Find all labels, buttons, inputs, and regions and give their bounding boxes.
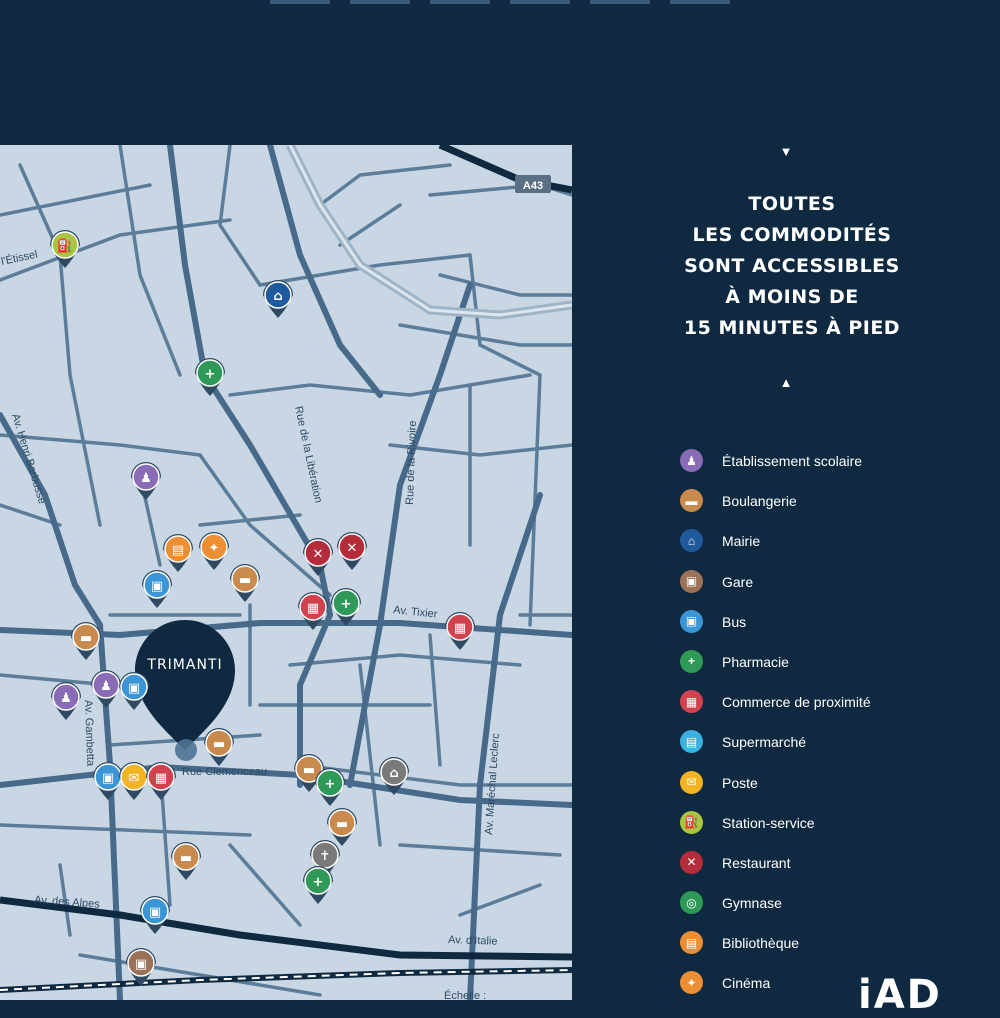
street-label-etissel: l'Étissel — [0, 248, 39, 268]
map-pin-pharmacie[interactable] — [195, 358, 225, 396]
pin-glyph-icon: + — [204, 367, 216, 382]
pin-glyph-icon: ♟ — [140, 471, 152, 486]
street-label-alpes: Av. des Alpes — [33, 894, 101, 911]
map-pin-bus[interactable] — [140, 896, 170, 934]
up-arrow-icon: ▲ — [779, 375, 793, 390]
legend-label: Boulangerie — [722, 493, 797, 510]
pin-glyph-icon: ✉ — [128, 771, 140, 786]
map-pin-bibliothèque[interactable] — [163, 534, 193, 572]
headline — [572, 189, 1000, 344]
school-icon: ♟ — [680, 449, 703, 472]
map-pin-boulangerie[interactable] — [327, 808, 357, 846]
street-label-clemenceau: Rue Clemenceau — [182, 766, 267, 778]
map-pin-mairie[interactable] — [263, 280, 293, 318]
pharmacy-cross-icon: + — [680, 650, 703, 673]
pin-glyph-icon: ▬ — [179, 851, 193, 866]
pin-glyph-icon: ▦ — [154, 771, 168, 786]
pin-glyph-icon: + — [340, 597, 352, 612]
pin-glyph-icon: ♟ — [100, 679, 112, 694]
street-label-tixier: Av. Tixier — [392, 604, 438, 621]
major-streets — [0, 145, 572, 1000]
legend-label: Poste — [722, 774, 758, 791]
down-arrow-icon: ▼ — [779, 144, 793, 159]
legend-label: Bibliothèque — [722, 935, 800, 952]
pin-glyph-icon: ▣ — [127, 681, 141, 696]
legend-label: Bus — [722, 613, 747, 630]
street-label-barbusse: Av. Henri Barbusse — [9, 412, 49, 506]
pin-glyph-icon: ✦ — [208, 541, 220, 556]
townhall-icon: ⌂ — [680, 529, 703, 552]
legend-panel — [572, 145, 1000, 1000]
bread-icon: ▬ — [680, 489, 703, 512]
headline-line: LES COMMODITÉS — [692, 224, 892, 246]
envelope-icon: ✉ — [680, 771, 703, 794]
street-label-echelle: Échelle : — [444, 990, 487, 1000]
map-pin-bus[interactable] — [119, 672, 149, 710]
pin-glyph-icon: ▦ — [453, 621, 467, 636]
street-label-leclerc: Av. Maréchal Leclerc — [483, 732, 503, 836]
legend-label: Pharmacie — [722, 653, 789, 670]
street-label-italie: Av. d'Italie — [447, 934, 498, 948]
iad-logo: iAD — [858, 972, 942, 1018]
pin-glyph-icon: ♟ — [60, 691, 72, 706]
legend-label: Mairie — [722, 533, 761, 550]
map-pin-établissement-scolaire[interactable] — [91, 670, 121, 708]
map-canvas[interactable] — [0, 145, 572, 1000]
pin-glyph-icon: ▬ — [238, 573, 252, 588]
map-pin-boulangerie[interactable] — [71, 622, 101, 660]
street-label-rivoire: Rue de la Rivoire — [404, 420, 419, 506]
pin-glyph-icon: ▣ — [134, 957, 148, 972]
pin-glyph-icon: ▬ — [335, 817, 349, 832]
pin-glyph-icon: ▬ — [212, 737, 226, 752]
map-pin-établissement-scolaire[interactable] — [51, 682, 81, 720]
map-pin-boulangerie[interactable] — [230, 564, 260, 602]
street-label-gambetta: Av. Gambetta — [82, 699, 97, 767]
map-pin-restaurant[interactable] — [337, 532, 367, 570]
fuel-icon: ⛽ — [680, 811, 703, 834]
pin-glyph-icon: ✝ — [319, 849, 331, 864]
railway-curve — [290, 145, 572, 315]
bus-icon: ▣ — [680, 610, 703, 633]
legend-label: Gare — [722, 573, 754, 590]
headline-line: À MOINS DE — [725, 286, 859, 308]
trimanti-label: TRIMANTI — [147, 657, 223, 673]
pin-glyph-icon: ⌂ — [389, 766, 399, 781]
highway-label: A43 — [522, 180, 544, 192]
train-icon: ▣ — [680, 570, 703, 593]
headline-line: 15 MINUTES À PIED — [683, 317, 901, 339]
headline-line: TOUTES — [748, 193, 836, 215]
legend-label: Supermarché — [722, 734, 807, 751]
legend-label: Gymnase — [722, 895, 782, 912]
map-pin-bus[interactable] — [93, 762, 123, 800]
map-pin-cinéma[interactable] — [199, 532, 229, 570]
map-pin-bus[interactable] — [142, 570, 172, 608]
map-pin-station-service[interactable] — [50, 230, 80, 268]
pin-glyph-icon: ▬ — [302, 763, 316, 778]
map-pin-commerce-de-proximité[interactable] — [445, 612, 475, 650]
map-pin-pharmacie[interactable] — [303, 866, 333, 904]
legend-label: Établissement scolaire — [722, 453, 863, 469]
map-area[interactable] — [0, 145, 572, 1000]
pin-glyph-icon: + — [312, 875, 324, 890]
pin-glyph-icon: ✕ — [346, 541, 358, 556]
street-label-liberation: Rue de la Libération — [292, 405, 325, 504]
legend-label: Commerce de proximité — [722, 694, 871, 711]
pin-glyph-icon: ⌂ — [273, 289, 283, 304]
pin-glyph-icon: ▣ — [150, 579, 164, 594]
book-icon: ▤ — [680, 931, 703, 954]
cutlery-icon: ✕ — [680, 851, 703, 874]
pin-glyph-icon: ✕ — [312, 547, 324, 562]
cart-icon: ▤ — [680, 730, 703, 753]
highway-road — [440, 145, 572, 190]
map-pin-pharmacie[interactable] — [315, 768, 345, 806]
pin-glyph-icon: ▤ — [171, 543, 185, 558]
pin-glyph-icon: ⛽ — [56, 239, 74, 254]
legend-label: Restaurant — [722, 854, 791, 871]
map-pin-commerce-de-proximité[interactable] — [146, 762, 176, 800]
legend-label: Station-service — [722, 814, 815, 831]
pin-glyph-icon: ▦ — [306, 601, 320, 616]
basket-icon: ▦ — [680, 690, 703, 713]
map-pin-établissement-scolaire[interactable] — [131, 462, 161, 500]
pin-glyph-icon: ▬ — [79, 631, 93, 646]
top-decoration — [270, 0, 730, 4]
pin-glyph-icon: ▣ — [148, 905, 162, 920]
pin-glyph-icon: ▣ — [101, 771, 115, 786]
map-pin-boulangerie[interactable] — [171, 842, 201, 880]
map-pin-restaurant[interactable] — [303, 538, 333, 576]
railway-bottom — [0, 970, 572, 990]
map-pin-poste[interactable] — [119, 762, 149, 800]
film-icon: ✦ — [680, 971, 703, 994]
minor-streets — [0, 145, 572, 995]
map-pin-boulangerie[interactable] — [204, 728, 234, 766]
gym-icon: ◎ — [680, 891, 703, 914]
pin-glyph-icon: + — [324, 777, 336, 792]
legend-label: Cinéma — [722, 975, 771, 992]
headline-line: SONT ACCESSIBLES — [684, 255, 900, 277]
